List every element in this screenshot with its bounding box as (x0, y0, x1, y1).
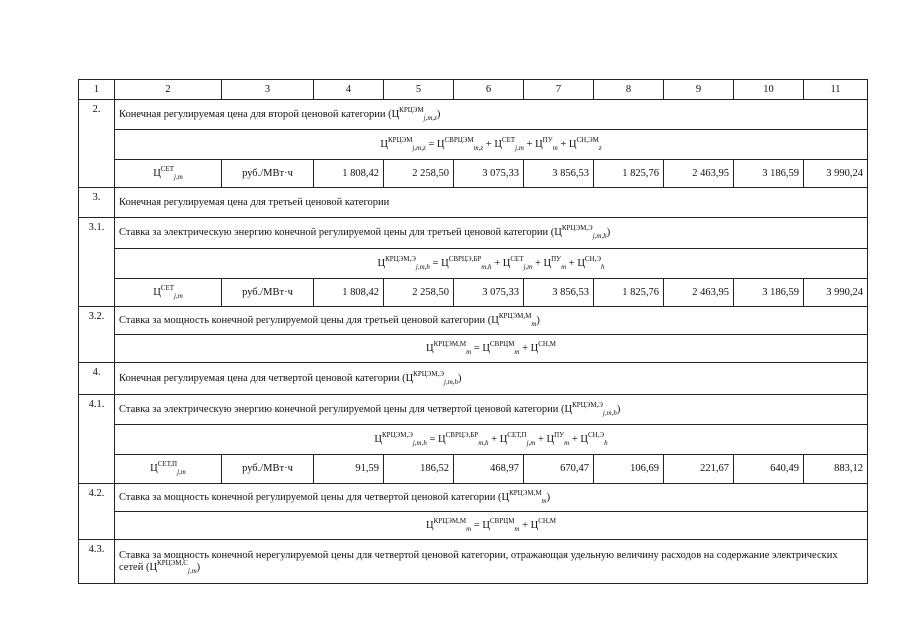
section-title: Конечная регулируемая цена для третьей ценовой категории (115, 188, 868, 218)
section-number: 4.2. (79, 484, 115, 540)
section-row-3-2 (79, 307, 868, 335)
section-title: Ставка за электрическую энергию конечной регулируемой цены для четвертой ценовой категории $(Ц^{КРЦЭМ,Э}_{j,m,h})$ (115, 395, 868, 425)
value-cell: 640,49 (734, 455, 804, 484)
value-cell: 2 463,95 (664, 279, 734, 307)
section-number: 3.2. (79, 307, 115, 363)
value-cell: 2 463,95 (664, 160, 734, 188)
header-cell: 7 (524, 80, 594, 100)
unit-cell: руб./МВт·ч (222, 455, 314, 484)
tariff-table (78, 79, 868, 584)
section-number: 4. (79, 363, 115, 395)
section-title: Ставка за мощность конечной нерегулируемой цены для четвертой ценовой категории, отражающая удельную величину расходов на содержание электрических сетей $(Ц^{КРЦЭМ,С}_{j,m})$ (115, 540, 868, 584)
section-row-4-2 (79, 484, 868, 512)
header-cell: 3 (222, 80, 314, 100)
formula: $Ц^{КРЦЭМ,Э}_{j,m,h} = Ц^{СВРЦЭ,БР}_{m,h} + Ц^{СЕТ,П}_{j,m} + Ц^{ПУ}_m + Ц^{СН,Э}_h$ (115, 425, 868, 455)
value-cell: 3 186,59 (734, 160, 804, 188)
header-cell: 9 (664, 80, 734, 100)
value-cell: 670,47 (524, 455, 594, 484)
value-row-4-1 (79, 455, 868, 484)
section-title: Ставка за электрическую энергию конечной регулируемой цены для третьей ценовой категории $(Ц^{КРЦЭМ,Э}_{j,m,h})$ (115, 218, 868, 249)
section-title: Ставка за мощность конечной регулируемой цены для третьей ценовой категории $(Ц^{КРЦЭМ,М}_m)$ (115, 307, 868, 335)
header-cell: 8 (594, 80, 664, 100)
row-label: $Ц^{СЕТ,П}_{j,m}$ (115, 455, 222, 484)
row-label: $Ц^{СЕТ}_{j,m}$ (115, 160, 222, 188)
formula: $Ц^{КРЦЭМ,Э}_{j,m,h} = Ц^{СВРЦЭ,БР}_{m,h} + Ц^{СЕТ}_{j,m} + Ц^{ПУ}_m + Ц^{СН,Э}_h$ (115, 249, 868, 279)
header-cell: 1 (79, 80, 115, 100)
header-cell: 6 (454, 80, 524, 100)
value-cell: 2 258,50 (384, 160, 454, 188)
section-number: 2. (79, 100, 115, 188)
formula: $Ц^{КРЦЭМ,М}_m = Ц^{СВРЦМ}_m + Ц^{СН,М}$ (115, 512, 868, 540)
unit-cell: руб./МВт·ч (222, 160, 314, 188)
formula-row-4-2 (79, 512, 868, 540)
value-cell: 468,97 (454, 455, 524, 484)
header-cell: 11 (804, 80, 868, 100)
value-cell: 1 825,76 (594, 160, 664, 188)
value-row-2 (79, 160, 868, 188)
formula-row-2 (79, 130, 868, 160)
header-cell: 4 (314, 80, 384, 100)
header-cell: 2 (115, 80, 222, 100)
formula: $Ц^{КРЦЭМ}_{j,m,z} = Ц^{СВРЦЭМ}_{m,z} + Ц^{СЕТ}_{j,m} + Ц^{ПУ}_m + Ц^{СН,ЭМ}_z$ (115, 130, 868, 160)
section-row-4-1 (79, 395, 868, 425)
value-cell: 3 075,33 (454, 160, 524, 188)
value-cell: 2 258,50 (384, 279, 454, 307)
section-number: 3. (79, 188, 115, 218)
value-cell: 221,67 (664, 455, 734, 484)
value-cell: 3 856,53 (524, 279, 594, 307)
value-cell: 91,59 (314, 455, 384, 484)
value-cell: 883,12 (804, 455, 868, 484)
section-title: Ставка за мощность конечной регулируемой цены для четвертой ценовой категории $(Ц^{КРЦЭМ,М}_m)$ (115, 484, 868, 512)
formula: $Ц^{КРЦЭМ,М}_m = Ц^{СВРЦМ}_m + Ц^{СН,М}$ (115, 335, 868, 363)
value-cell: 3 186,59 (734, 279, 804, 307)
header-cell: 10 (734, 80, 804, 100)
value-cell: 3 990,24 (804, 279, 868, 307)
value-cell: 1 808,42 (314, 279, 384, 307)
header-row (79, 80, 868, 100)
section-row-3 (79, 188, 868, 218)
unit-cell: руб./МВт·ч (222, 279, 314, 307)
section-row-2 (79, 100, 868, 130)
value-cell: 186,52 (384, 455, 454, 484)
header-cell: 5 (384, 80, 454, 100)
formula-row-4-1 (79, 425, 868, 455)
value-row-3-1 (79, 279, 868, 307)
section-row-4 (79, 363, 868, 395)
section-row-4-3 (79, 540, 868, 584)
section-title: Конечная регулируемая цена для четвертой ценовой категории $(Ц^{КРЦЭМ,Э}_{j,m,h})$ (115, 363, 868, 395)
value-cell: 3 075,33 (454, 279, 524, 307)
row-label: $Ц^{СЕТ}_{j,m}$ (115, 279, 222, 307)
section-row-3-1 (79, 218, 868, 249)
formula-row-3-2 (79, 335, 868, 363)
section-number: 4.3. (79, 540, 115, 584)
value-cell: 106,69 (594, 455, 664, 484)
value-cell: 3 856,53 (524, 160, 594, 188)
section-number: 4.1. (79, 395, 115, 484)
value-cell: 1 808,42 (314, 160, 384, 188)
section-number: 3.1. (79, 218, 115, 307)
formula-row-3-1 (79, 249, 868, 279)
value-cell: 3 990,24 (804, 160, 868, 188)
value-cell: 1 825,76 (594, 279, 664, 307)
section-title: Конечная регулируемая цена для второй ценовой категории $(Ц^{КРЦЭМ}_{j,m,z})$ (115, 100, 868, 130)
